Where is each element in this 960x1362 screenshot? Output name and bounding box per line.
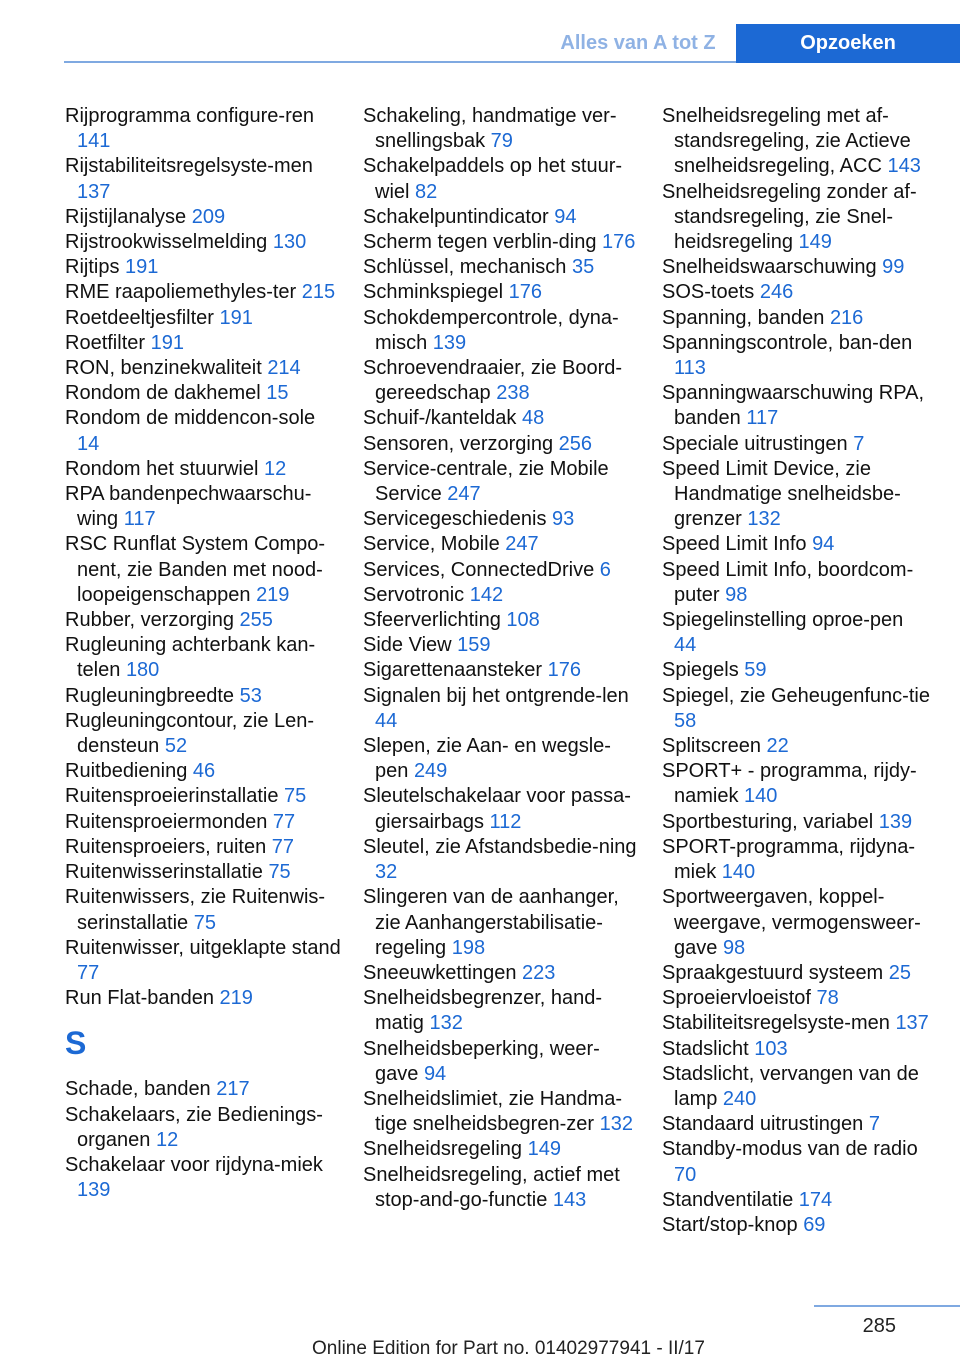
page-link[interactable]: 94 — [423, 1062, 447, 1085]
index-entry-text: Schuif-/kanteldak — [363, 407, 517, 430]
index-entry-text: Spanning, banden — [662, 306, 825, 329]
page-link[interactable]: 52 — [164, 735, 188, 758]
index-entry-text: SPORT+ - programma, rijdy-namiek — [662, 760, 917, 808]
index-entry-text: Schakelaar voor rijdyna-miek — [65, 1153, 323, 1176]
index-entry — [65, 532, 341, 608]
index-entry — [662, 1213, 930, 1238]
page-link[interactable]: 7 — [868, 1113, 880, 1136]
page-link[interactable]: 219 — [219, 987, 253, 1010]
index-entry-text: Spanningwaarschuwing RPA, banden — [662, 382, 925, 430]
index-entry — [662, 457, 930, 533]
page-link[interactable]: 180 — [125, 659, 160, 682]
page-link[interactable]: 103 — [754, 1037, 788, 1060]
page-link[interactable]: 139 — [878, 810, 913, 833]
index-entry-text: Snelheidsbegrenzer, hand-matig — [363, 987, 603, 1035]
page-link[interactable]: 44 — [674, 634, 697, 657]
page-link[interactable]: 215 — [301, 281, 336, 304]
index-entry-text: Snelheidsregeling zonder af-standsregeling, zie Snel-heidsregeling — [662, 180, 917, 254]
index-entry — [662, 1037, 930, 1062]
index-entry-text: Rubber, verzorging — [65, 609, 234, 632]
index-entry-text: Run Flat-banden — [65, 987, 214, 1010]
page-link[interactable]: 35 — [572, 256, 595, 279]
index-entry — [363, 1037, 639, 1087]
index-entry — [363, 633, 639, 658]
page-link[interactable]: 22 — [766, 735, 789, 758]
index-entry-text: Service-centrale, zie Mobile Service — [363, 457, 609, 506]
page-link[interactable]: 247 — [447, 483, 481, 506]
index-entry-text: Speed Limit Info — [662, 533, 807, 556]
page-link[interactable]: 75 — [284, 785, 307, 808]
index-entry-text: Roetdeeltjesfilter — [65, 306, 214, 329]
page-link[interactable]: 53 — [239, 684, 262, 707]
index-entry — [662, 961, 930, 986]
index-entry-text: Rondom de dakhemel — [65, 382, 261, 405]
index-entry-text: Speed Limit Info, boordcom-puter — [662, 558, 914, 606]
page-link[interactable]: 78 — [816, 987, 839, 1010]
index-entry-text: Sproeiervloeistof — [662, 987, 811, 1010]
index-entry-text: Snelheidsregeling met af-standsregeling, zie Actieve snelheidsregeling, ACC — [662, 105, 911, 178]
index-entry-text: Speciale uitrustingen — [662, 432, 848, 455]
index-entry — [65, 709, 341, 759]
index-entry-text: Snelheidsregeling, actief met stop-and-go-functie — [363, 1163, 620, 1211]
page-link[interactable]: 75 — [268, 861, 291, 884]
index-entry — [65, 154, 341, 204]
index-entry — [363, 583, 639, 608]
index-entry — [662, 1188, 930, 1213]
index-entry — [65, 306, 341, 331]
active-tab-opzoeken[interactable]: Opzoeken — [736, 24, 960, 63]
index-entry-text: Service, Mobile — [363, 533, 500, 556]
page-link[interactable]: 46 — [192, 760, 216, 783]
index-entry — [363, 532, 639, 557]
index-entry-text: Sneeuwkettingen — [363, 961, 517, 984]
index-entry — [65, 230, 341, 255]
page-link[interactable]: 139 — [432, 331, 467, 354]
index-entry-text: Scherm tegen verblin-ding — [363, 231, 597, 254]
page-link[interactable]: 113 — [674, 357, 706, 380]
page-link[interactable]: 240 — [722, 1087, 757, 1110]
index-entry-text: Rugleuningcontour, zie Len-densteun — [65, 709, 315, 758]
page-link[interactable]: 176 — [602, 231, 636, 254]
index-entry-text: Rijstabiliteitsregelsyste-men — [65, 155, 313, 178]
index-entry-text: SPORT-programma, rijdyna-miek — [662, 835, 916, 884]
index-entry — [662, 684, 930, 734]
index-entry — [363, 835, 639, 885]
index-entry-text: Slingeren van de aanhanger, zie Aanhangerstabilisatie-regeling — [363, 886, 619, 959]
index-entry — [363, 104, 639, 154]
page-link[interactable]: 7 — [853, 432, 865, 455]
index-entry-text: Schminkspiegel — [363, 281, 504, 304]
index-entry-text: Speed Limit Device, zie Handmatige snelheidsbe-grenzer — [662, 457, 901, 531]
page-link[interactable]: 94 — [554, 205, 577, 228]
page-link[interactable]: 58 — [674, 709, 697, 732]
page-link[interactable]: 256 — [558, 432, 593, 455]
index-entry — [65, 835, 341, 860]
index-entry — [65, 331, 341, 356]
index-entry — [662, 759, 930, 809]
index-entry — [65, 406, 341, 456]
page-link[interactable]: 99 — [882, 256, 905, 279]
index-entry-text: Schokdempercontrole, dyna-misch — [363, 306, 619, 354]
page-link[interactable]: 191 — [150, 331, 184, 354]
page-link[interactable]: 141 — [77, 130, 111, 153]
index-entry — [363, 255, 639, 280]
index-entry — [65, 1153, 341, 1203]
index-entry-text: Sfeerverlichting — [363, 609, 501, 632]
index-entry-text: RON, benzinekwaliteit — [65, 357, 262, 380]
page-link[interactable]: 219 — [256, 583, 290, 606]
index-entry-text: Ruitenwisserinstallatie — [65, 861, 263, 884]
index-entry — [662, 532, 930, 557]
index-entry — [363, 1163, 639, 1213]
page-link[interactable]: 117 — [746, 407, 779, 430]
page-link[interactable]: 117 — [123, 508, 156, 531]
index-entry — [662, 306, 930, 331]
index-entry — [662, 810, 930, 835]
index-entry — [363, 684, 639, 734]
index-entry — [363, 885, 639, 961]
page-link[interactable]: 98 — [725, 583, 748, 606]
index-entry-text: RME raapoliemethyles-ter — [65, 281, 297, 304]
index-entry-text: Sportbesturing, variabel — [662, 810, 874, 833]
index-entry — [662, 381, 930, 431]
page-link[interactable]: 216 — [829, 306, 864, 329]
edition-note: Online Edition for Part no. 01402977941 - II/17 — [312, 1338, 705, 1359]
index-entry-text: Rijstrookwisselmelding — [65, 231, 268, 254]
index-entry-text: Rijtips — [65, 256, 120, 279]
index-entry — [662, 835, 930, 885]
page-link[interactable]: 143 — [887, 155, 921, 178]
page-link[interactable]: 149 — [798, 231, 832, 254]
index-entry-text: Stabiliteitsregelsyste-men — [662, 1012, 890, 1035]
index-entry-text: RSC Runflat System Compo-nent, zie Banden met nood-loopeigenschappen — [65, 533, 326, 606]
index-entry-text: Signalen bij het ontgrende-len — [363, 684, 629, 707]
page-link[interactable]: 79 — [490, 130, 513, 153]
index-column-2 — [363, 104, 639, 1213]
page-link[interactable]: 176 — [547, 659, 581, 682]
page-link[interactable]: 140 — [721, 861, 756, 884]
index-entry-text: Schroevendraaier, zie Boord-gereedschap — [363, 357, 623, 405]
page-link[interactable]: 25 — [888, 961, 912, 984]
index-entry — [65, 633, 341, 683]
index-entry-text: Schlüssel, mechanisch — [363, 256, 567, 279]
index-entry-text: Spiegelinstelling oproe-pen — [662, 609, 904, 632]
index-entry-text: Ruitenwissers, zie Ruitenwis-serinstallatie — [65, 886, 326, 934]
index-entry — [363, 280, 639, 305]
index-entry-text: Standaard uitrustingen — [662, 1113, 864, 1136]
index-entry — [363, 734, 639, 784]
index-entry — [662, 1011, 930, 1036]
index-entry — [363, 154, 639, 204]
index-entry — [65, 810, 341, 835]
index-entry — [662, 885, 930, 961]
index-entry — [363, 230, 639, 255]
index-entry-text: Sportweergaven, koppel-weergave, vermogensweer-gave — [662, 886, 921, 959]
index-entry-text: Ruitensproeiermonden — [65, 810, 268, 833]
index-column-3 — [662, 104, 930, 1238]
page-link[interactable]: 149 — [527, 1138, 561, 1161]
page-number: 285 — [862, 1315, 896, 1337]
index-entry — [65, 255, 341, 280]
page-link[interactable]: 32 — [375, 861, 398, 884]
page-link[interactable]: 94 — [812, 533, 835, 556]
index-entry — [363, 558, 639, 583]
index-entry — [65, 986, 341, 1011]
page-link[interactable]: 15 — [266, 382, 289, 405]
index-entry — [65, 759, 341, 784]
index-entry-text: Schakelpaddels op het stuur-wiel — [363, 155, 623, 203]
index-entry — [65, 684, 341, 709]
index-entry — [662, 986, 930, 1011]
page-link[interactable]: 191 — [125, 256, 159, 279]
index-entry-text: Stadslicht — [662, 1037, 749, 1060]
index-entry — [662, 104, 930, 180]
index-entry-text: Sensoren, verzorging — [363, 432, 554, 455]
index-entry-text: Spanningscontrole, ban-den — [662, 331, 913, 354]
index-entry — [363, 658, 639, 683]
index-entry — [363, 961, 639, 986]
index-entry — [662, 1112, 930, 1137]
page-link[interactable]: 48 — [521, 407, 545, 430]
index-entry — [363, 457, 639, 507]
index-entry-text: Schade, banden — [65, 1078, 211, 1101]
index-entry — [363, 507, 639, 532]
page-link[interactable]: 191 — [219, 306, 253, 329]
index-entry-text: Sleutelschakelaar voor passa-giersairbags — [363, 785, 631, 833]
index-entry-text: Roetfilter — [65, 331, 146, 354]
index-entry-text: Schakeling, handmatige ver-snellingsbak — [363, 105, 617, 153]
index-entry-text: Start/stop-knop — [662, 1213, 798, 1236]
index-entry — [662, 180, 930, 256]
index-entry-text: Spiegel, zie Geheugenfunc-tie — [662, 684, 930, 707]
page-link[interactable]: 77 — [271, 835, 295, 858]
index-entry — [662, 255, 930, 280]
index-entry — [65, 1077, 341, 1102]
index-entry — [662, 658, 930, 683]
index-entry-text: Standby-modus van de radio — [662, 1138, 918, 1161]
index-entry — [363, 205, 639, 230]
index-entry — [65, 784, 341, 809]
page-link[interactable]: 98 — [722, 936, 746, 959]
index-entry-text: Sigarettenaansteker — [363, 659, 543, 682]
index-entry — [363, 1087, 639, 1137]
index-entry-text: SOS-toets — [662, 281, 755, 304]
page-link[interactable]: 132 — [747, 508, 781, 531]
page-link[interactable]: 93 — [552, 508, 575, 531]
page-link[interactable]: 142 — [469, 583, 504, 606]
page-link[interactable]: 82 — [415, 180, 438, 203]
page-link[interactable]: 75 — [193, 911, 216, 934]
index-entry — [662, 608, 930, 658]
index-entry-text: Slepen, zie Aan- en wegsle-pen — [363, 735, 611, 783]
index-entry-text: Schakelpuntindicator — [363, 205, 549, 228]
index-entry — [363, 356, 639, 406]
page-link[interactable]: 69 — [803, 1213, 826, 1236]
index-entry-text: RPA bandenpechwaarschu-wing — [65, 483, 312, 531]
index-entry — [65, 356, 341, 381]
index-entry — [662, 280, 930, 305]
index-entry — [65, 205, 341, 230]
index-entry — [363, 406, 639, 431]
index-entry-text: Spraakgestuurd systeem — [662, 961, 884, 984]
index-entry-text: Schakelaars, zie Bedienings-organen — [65, 1103, 323, 1151]
index-entry — [65, 457, 341, 482]
page-link[interactable]: 77 — [77, 961, 100, 984]
index-entry-text: Stadslicht, vervangen van de lamp — [662, 1062, 919, 1110]
index-entry — [662, 734, 930, 759]
index-entry — [65, 1103, 341, 1153]
index-entry-text: Snelheidsregeling — [363, 1138, 523, 1161]
index-entry — [65, 104, 341, 154]
page-link[interactable]: 223 — [522, 961, 556, 984]
page-link[interactable]: 44 — [375, 709, 398, 732]
index-entry — [662, 432, 930, 457]
page-link[interactable]: 59 — [744, 659, 767, 682]
index-entry-text: Standventilatie — [662, 1188, 794, 1211]
index-entry-text: Services, ConnectedDrive — [363, 558, 595, 581]
page-link[interactable]: 12 — [155, 1128, 179, 1151]
index-entry-text: Splitscreen — [662, 735, 761, 758]
page-link[interactable]: 255 — [239, 609, 273, 632]
index-entry — [65, 885, 341, 935]
index-entry-text: Sleutel, zie Afstandsbedie-ning — [363, 835, 637, 858]
index-entry-text: Rugleuningbreedte — [65, 684, 235, 707]
index-entry-text: Snelheidsbeperking, weer-gave — [363, 1037, 600, 1085]
page-link[interactable]: 209 — [191, 205, 226, 228]
page-link[interactable]: 176 — [508, 281, 543, 304]
index-entry-text: Rijstijlanalyse — [65, 205, 187, 228]
page-link[interactable]: 132 — [599, 1113, 633, 1136]
index-letter-heading: S — [65, 1025, 87, 1062]
index-entry-text: Servicegeschiedenis — [363, 508, 547, 531]
page-link[interactable]: 159 — [457, 634, 491, 657]
page-link[interactable]: 249 — [413, 760, 448, 783]
page-link[interactable]: 14 — [77, 432, 100, 455]
page-link[interactable]: 77 — [272, 810, 296, 833]
page-link[interactable]: 12 — [264, 457, 287, 480]
index-entry-text: Ruitenwisser, uitgeklapte stand — [65, 936, 341, 959]
index-entry-text: Ruitbediening — [65, 760, 188, 783]
page-link[interactable]: 130 — [272, 231, 307, 254]
index-entry-text: Spiegels — [662, 659, 739, 682]
index-entry — [363, 784, 639, 834]
index-entry — [65, 936, 341, 986]
index-entry — [65, 860, 341, 885]
page-link[interactable]: 70 — [674, 1163, 697, 1186]
page-link[interactable]: 112 — [489, 810, 522, 833]
page-link[interactable]: 214 — [267, 357, 301, 380]
index-entry-text: Snelheidswaarschuwing — [662, 256, 877, 279]
index-entry — [662, 558, 930, 608]
index-entry — [662, 1137, 930, 1187]
index-entry — [65, 482, 341, 532]
index-entry-text: Ruitensproeiers, ruiten — [65, 835, 267, 858]
index-entry — [65, 608, 341, 633]
index-entry — [662, 1062, 930, 1112]
page-link[interactable]: 137 — [895, 1012, 929, 1035]
index-entry — [65, 381, 341, 406]
index-entry — [363, 608, 639, 633]
footer-rule — [814, 1305, 960, 1307]
page-link[interactable]: 246 — [759, 281, 794, 304]
page-link[interactable]: 139 — [77, 1179, 111, 1202]
index-entry-text: Rijprogramma configure-ren — [65, 105, 314, 127]
page-link[interactable]: 174 — [798, 1188, 833, 1211]
page-link[interactable]: 198 — [451, 936, 486, 959]
section-tab[interactable]: Alles van A tot Z — [560, 32, 716, 54]
index-entry-text: Side View — [363, 634, 452, 657]
index-column-1 — [65, 104, 341, 1203]
index-entry-text: Rondom het stuurwiel — [65, 457, 259, 480]
index-entry — [363, 306, 639, 356]
page-link[interactable]: 140 — [744, 785, 778, 808]
page-link[interactable]: 108 — [506, 609, 540, 632]
index-entry-text: Rugleuning achterbank kan-telen — [65, 634, 316, 682]
page-link[interactable]: 6 — [599, 558, 611, 581]
index-entry — [363, 986, 639, 1036]
index-entry-text: Rondom de middencon-sole — [65, 407, 316, 430]
index-entry — [662, 331, 930, 381]
page-link[interactable]: 238 — [496, 382, 530, 405]
index-entry-text: Snelheidslimiet, zie Handma-tige snelheidsbegren-zer — [363, 1087, 623, 1136]
index-entry — [363, 432, 639, 457]
page-link[interactable]: 132 — [429, 1012, 463, 1035]
page-link[interactable]: 247 — [505, 533, 539, 556]
page-link[interactable]: 137 — [77, 180, 111, 203]
index-entry-text: Servotronic — [363, 583, 465, 606]
index-entry-text: Ruitensproeierinstallatie — [65, 785, 279, 808]
page-link[interactable]: 143 — [552, 1188, 587, 1211]
index-entry — [363, 1137, 639, 1162]
page-link[interactable]: 217 — [216, 1078, 250, 1101]
index-entry — [65, 280, 341, 305]
